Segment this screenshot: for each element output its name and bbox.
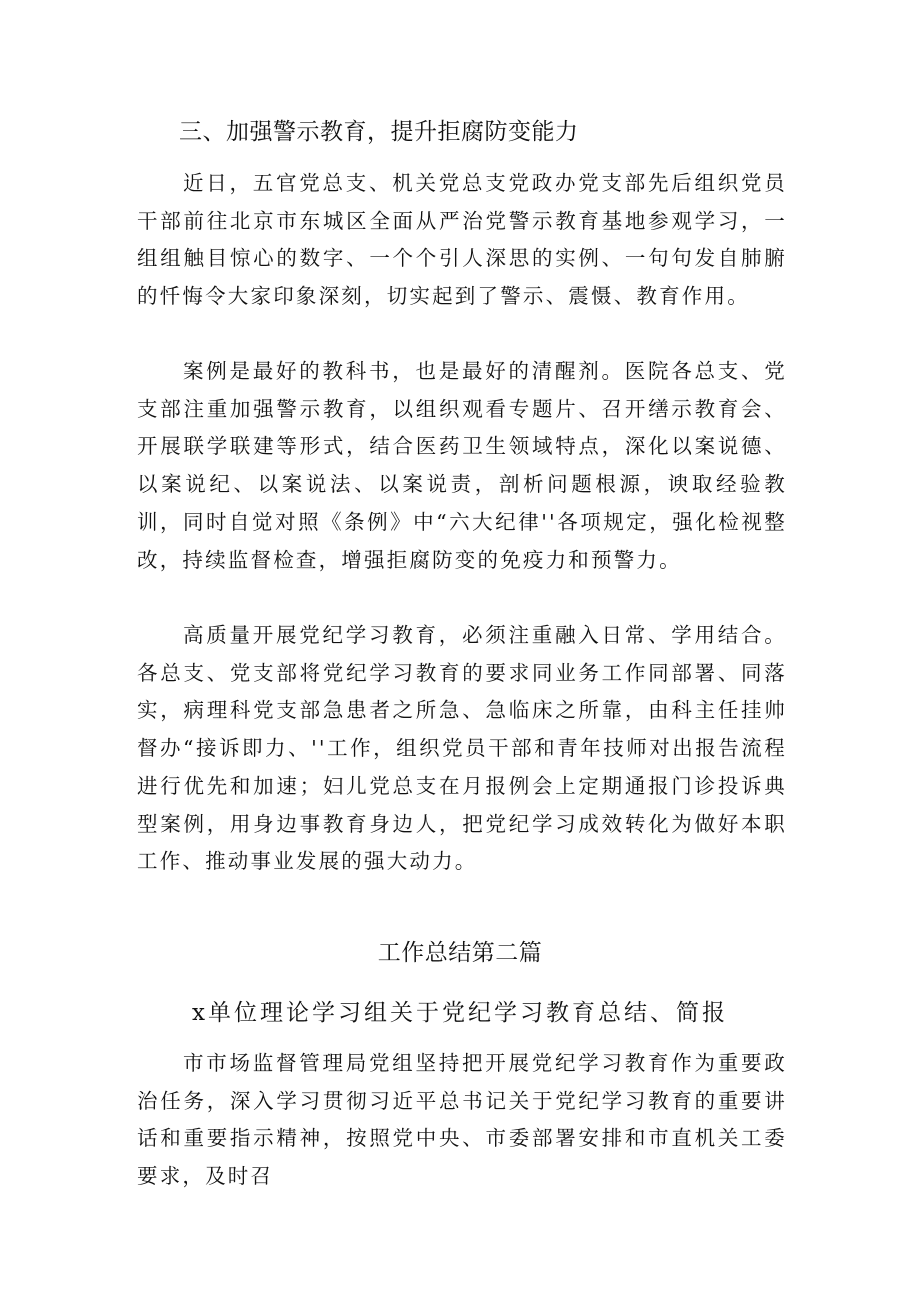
section-title: 工作总结第二篇 bbox=[377, 940, 543, 966]
paragraph: 市市场监督管理局党组坚持把开展党纪学习教育作为重要政治任务，深入学习贯彻习近平总书记关于党纪学习教育的重要讲话和重要指示精神，按照党中央、市委部署安排和市直机关工委要求，及时召 bbox=[137, 1051, 787, 1189]
paragraph: 案例是最好的教科书，也是最好的清醒剂。医院各总支、党支部注重加强警示教育，以组织观看专题片、召开缮示教育会、开展联学联建等形式，结合医药卫生领域特点，深化以案说德、以案说纪、以案说法、以案说责，剖析问题根源，谀取经验教训，同时自觉对照《条例》中“六大纪律''各项规定，强化检视整改，持续监督检查，增强拒腐防变的免疫力和预警力。 bbox=[137, 359, 787, 572]
document-title: x单位理论学习组关于党纪学习教育总结、简报 bbox=[192, 1000, 728, 1026]
paragraph: 高质量开展党纪学习教育，必须注重融入日常、学用结合。各总支、党支部将党纪学习教育的要求同业务工作同部署、同落实，病理科党支部急患者之所急、急临床之所靠，由科主任挂帅督办“接诉即力、''工作，组织党员干部和青年技师对出报告流程进行优先和加速；妇儿党总支在月报例会上定期通报门诊投诉典型案例，用身边事教育身边人，把党纪学习成效转化为做好本职工作、推动事业发展的强大动力。 bbox=[137, 623, 787, 874]
paragraph: 近日，五官党总支、机关党总支党政办党支部先后组织党员干部前往北京市东城区全面从严治党警示教育基地参观学习，一组组触目惊心的数字、一个个引人深思的实例、一句句发自肺腑的忏悔令大家印象深刻，切实起到了警示、震慑、教育作用。 bbox=[137, 171, 787, 309]
section-heading: 三、加强警示教育，提升拒腐防变能力 bbox=[179, 119, 579, 145]
